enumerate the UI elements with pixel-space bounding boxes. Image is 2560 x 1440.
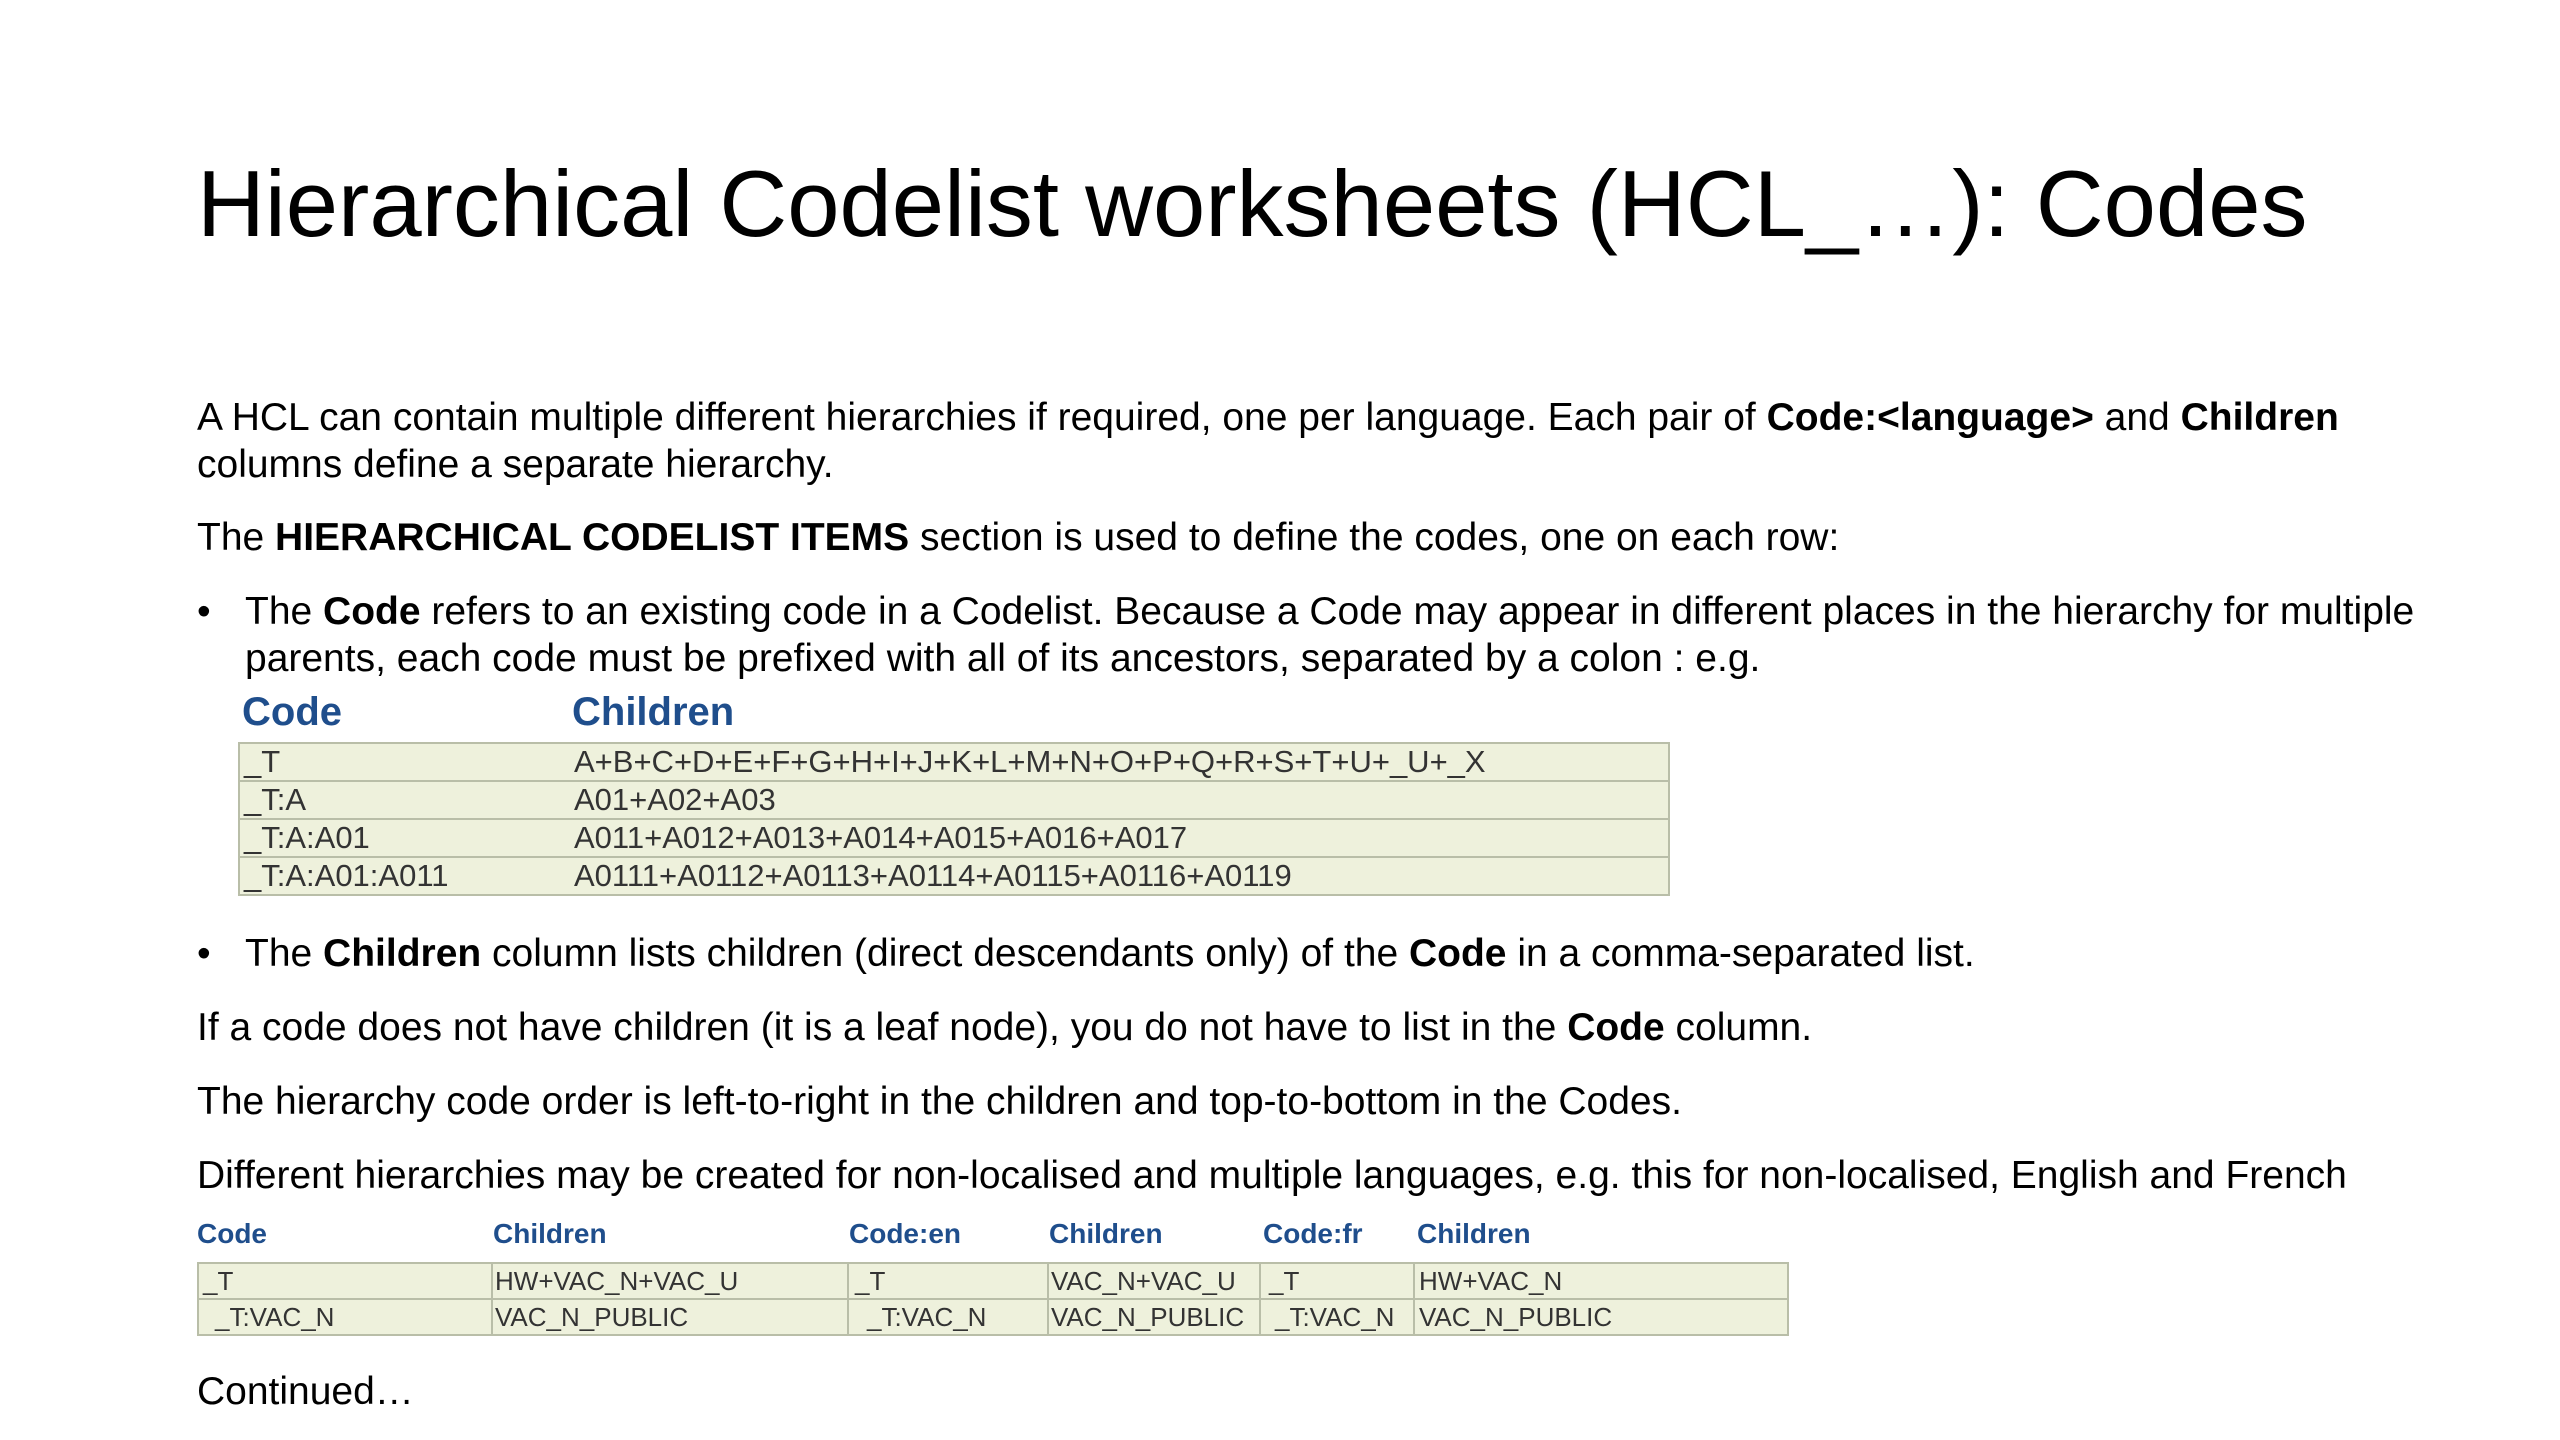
column-header-code: Code [197, 1218, 267, 1249]
text-run: column. [1664, 1006, 1813, 1049]
cell-children: A0111+A0112+A0113+A0114+A0115+A0116+A0119 [574, 858, 1292, 893]
bullet-text [245, 588, 2447, 682]
example-table-languages [197, 1218, 1787, 1336]
text-run: The [245, 590, 324, 633]
paragraph-leaf-node [197, 1004, 2447, 1051]
cell-children-fr: VAC_N_PUBLIC [1419, 1302, 1613, 1332]
column-divider [1413, 1262, 1415, 1336]
bullet-dot: • [197, 590, 211, 633]
paragraph-hcl-intro [197, 394, 2447, 488]
cell-code: _T:A:A01 [244, 820, 370, 855]
cell-children: A011+A012+A013+A014+A015+A016+A017 [574, 820, 1188, 855]
text-run: The [197, 516, 276, 559]
column-header-children-en: Children [1049, 1218, 1163, 1249]
column-divider [491, 1262, 493, 1336]
table-header [238, 690, 1670, 742]
text-run: A HCL can contain multiple different hierarchies if required, one per language. Each pair of [197, 396, 1767, 439]
table-body [197, 1262, 1789, 1336]
column-header-code-en: Code:en [849, 1218, 961, 1249]
cell-code: _T [203, 1266, 234, 1296]
table-row [199, 1300, 1787, 1336]
bold-run: Code [323, 590, 421, 633]
cell-code: _T:A:A01:A011 [244, 858, 449, 893]
cell-code: _T:VAC_N [215, 1302, 335, 1332]
cell-children-en: VAC_N_PUBLIC [1051, 1302, 1245, 1332]
cell-code-fr: _T:VAC_N [1275, 1302, 1395, 1332]
paragraph-items-section [197, 514, 2447, 561]
text-run: column lists children (direct descendants only) of the [481, 932, 1409, 975]
text-run: and [2093, 396, 2181, 439]
column-header-code-fr: Code:fr [1263, 1218, 1363, 1249]
text-run: If a code does not have children (it is a leaf node), you do not have to list in the [197, 1006, 1568, 1049]
column-header-children: Children [493, 1218, 607, 1249]
cell-children: A01+A02+A03 [574, 782, 776, 817]
table-row [240, 782, 1668, 820]
column-header-code: Code [242, 690, 342, 734]
text-run: refers to an existing code in a Codelist. Because a Code may appear in different places in the hierarchy for multiple parents, each code must be prefixed with all of its ancestors, separated by a colon : e.g. [245, 590, 2415, 680]
text-run: in a comma-separated list. [1506, 932, 1975, 975]
cell-code-en: _T:VAC_N [867, 1302, 987, 1332]
bold-run: Code [1409, 932, 1507, 975]
text-run: section is used to define the codes, one on each row: [909, 516, 1840, 559]
table-row [240, 744, 1668, 782]
bold-run: Children [323, 932, 482, 975]
cell-code: _T:A [244, 782, 307, 817]
paragraph-multiple-languages: Different hierarchies may be created for non-localised and multiple languages, e.g. this for non-localised, English and French [197, 1154, 2347, 1197]
bold-run: HIERARCHICAL CODELIST ITEMS [275, 516, 910, 559]
cell-children: HW+VAC_N+VAC_U [495, 1266, 739, 1296]
text-run: columns define a separate hierarchy. [197, 443, 834, 486]
continued-note: Continued… [197, 1370, 414, 1413]
bold-run: Code [1567, 1006, 1665, 1049]
table-row [240, 858, 1668, 896]
column-header-children: Children [572, 690, 735, 734]
cell-code: _T [244, 744, 281, 779]
example-table-codes [238, 690, 1670, 896]
column-divider [847, 1262, 849, 1336]
column-header-children-fr: Children [1417, 1218, 1531, 1249]
slide-title: Hierarchical Codelist worksheets (HCL_…): Codes [197, 151, 2308, 256]
cell-children: VAC_N_PUBLIC [495, 1302, 689, 1332]
bullet-children [197, 930, 2447, 977]
cell-code-fr: _T [1269, 1266, 1300, 1296]
bullet-text [245, 930, 2447, 977]
table-body [238, 742, 1670, 896]
column-divider [1047, 1262, 1049, 1336]
text-run: The [245, 932, 324, 975]
column-divider [1259, 1262, 1261, 1336]
bullet-dot: • [197, 932, 211, 975]
table-header [197, 1218, 1787, 1262]
bold-run: Code:<language> [1766, 396, 2094, 439]
paragraph-code-order: The hierarchy code order is left-to-right in the children and top-to-bottom in the Codes. [197, 1080, 1682, 1123]
table-row [240, 820, 1668, 858]
cell-children: A+B+C+D+E+F+G+H+I+J+K+L+M+N+O+P+Q+R+S+T+U+_U+_X [574, 744, 1486, 779]
cell-children-en: VAC_N+VAC_U [1051, 1266, 1236, 1296]
cell-children-fr: HW+VAC_N [1419, 1266, 1563, 1296]
bold-run: Children [2180, 396, 2339, 439]
bullet-code [197, 588, 2447, 682]
table-row [199, 1264, 1787, 1300]
cell-code-en: _T [855, 1266, 886, 1296]
